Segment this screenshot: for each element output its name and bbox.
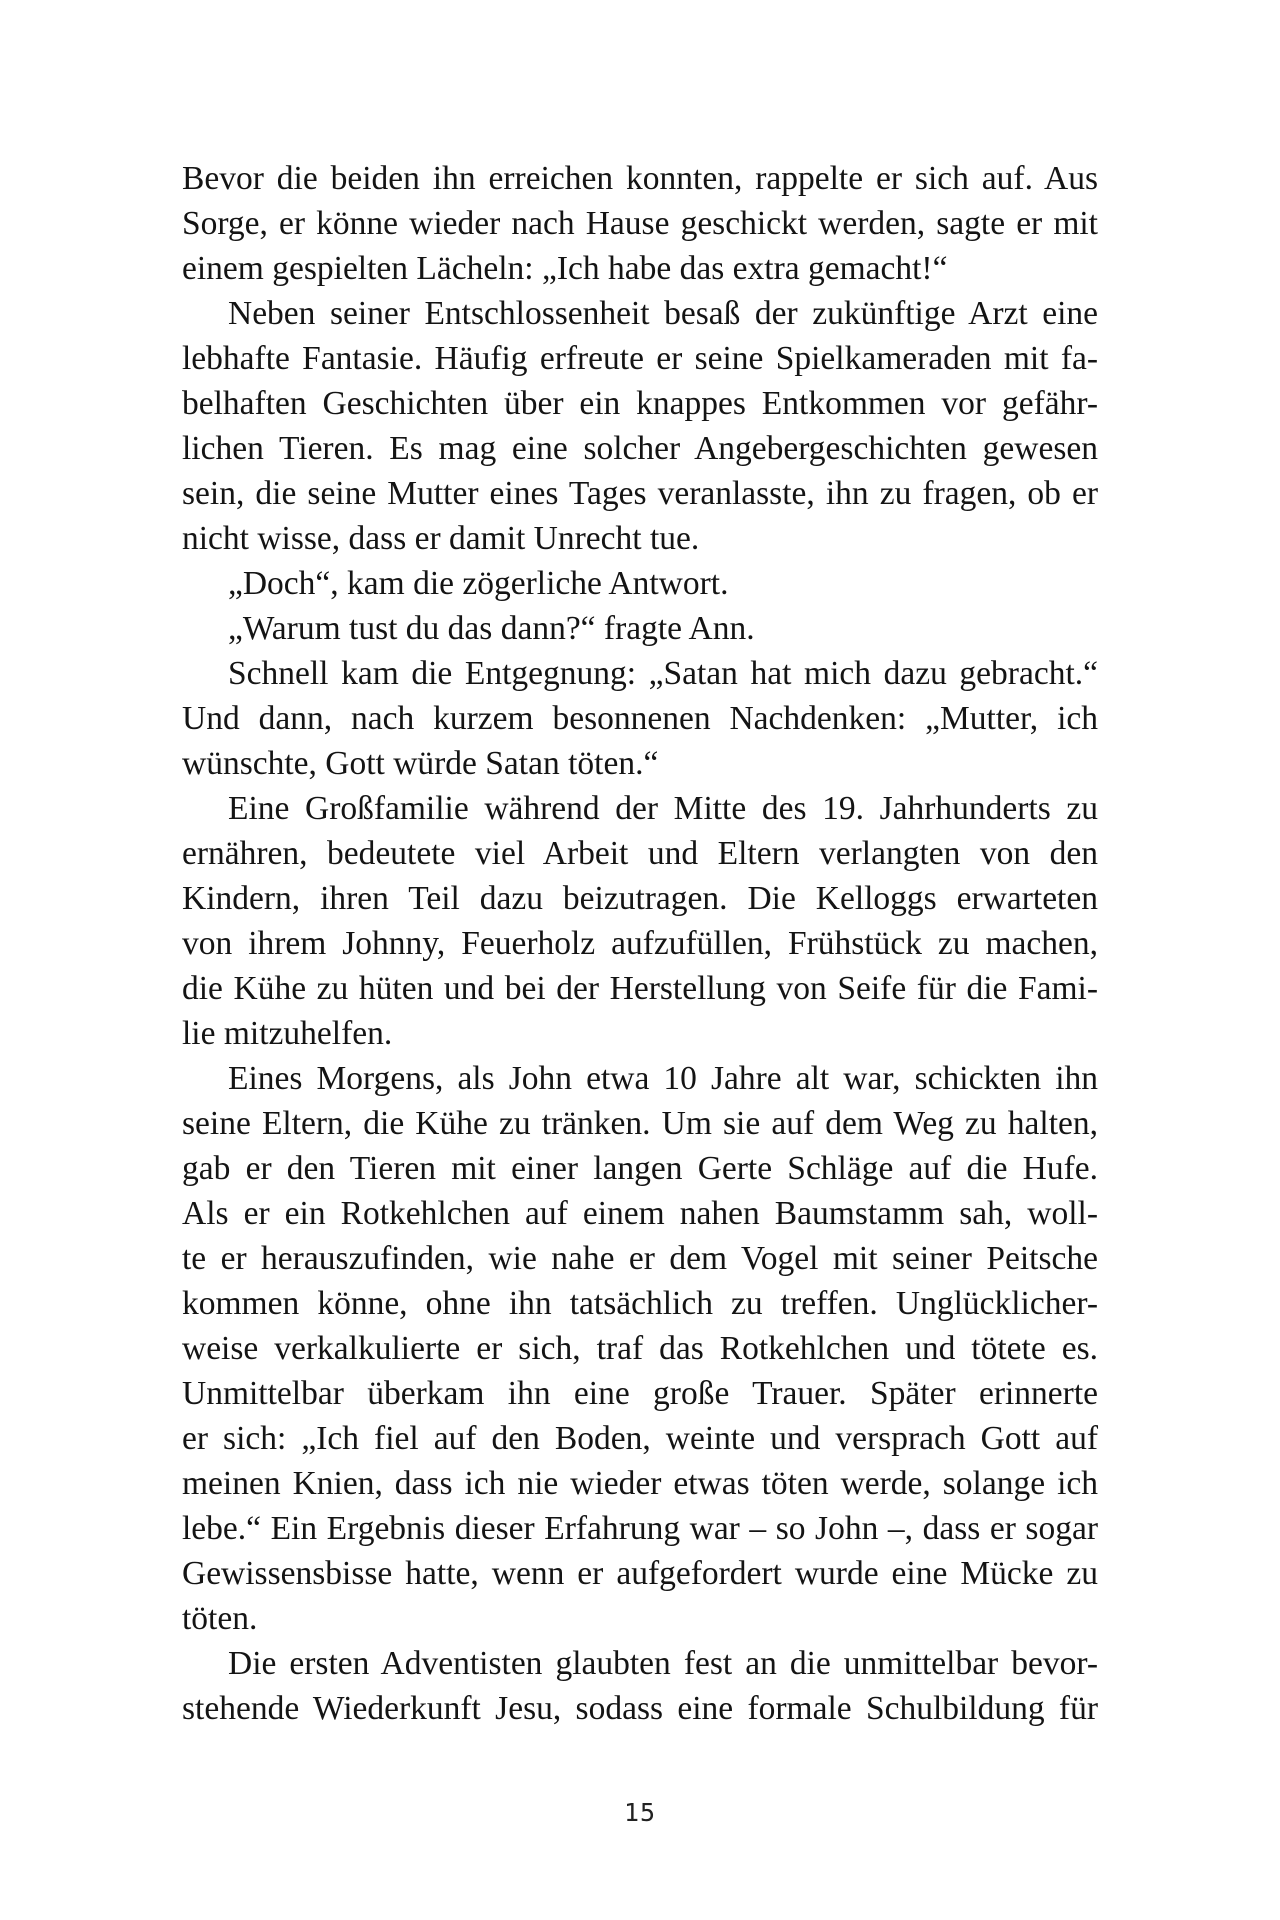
text-line: „Doch“, kam die zögerliche Antwort. (228, 565, 729, 602)
text-line: gab er den Tieren mit einer langen Gerte Schläge auf die Hufe. (182, 1150, 1098, 1187)
text-line: lebe.“ Ein Ergebnis dieser Erfahrung war – so John –, dass er sogar (182, 1510, 1098, 1547)
text-line: nicht wisse, dass er damit Unrecht tue. (182, 520, 700, 557)
text-line: „Warum tust du das dann?“ fragte Ann. (228, 610, 755, 647)
text-line: ernähren, bedeutete viel Arbeit und Eltern verlangten von den (182, 835, 1098, 872)
text-line: kommen könne, ohne ihn tatsächlich zu treffen. Unglücklicher- (182, 1285, 1098, 1322)
text-line: Und dann, nach kurzem besonnenen Nachdenken: „Mutter, ich (182, 700, 1098, 737)
paragraph (182, 291, 1098, 561)
text-line: belhaften Geschichten über ein knappes Entkommen vor gefähr- (182, 385, 1098, 422)
text-line: Schnell kam die Entgegnung: „Satan hat mich dazu gebracht.“ (228, 655, 1098, 692)
text-line: von ihrem Johnny, Feuerholz aufzufüllen, Frühstück zu machen, (182, 925, 1098, 962)
text-line: töten. (182, 1600, 258, 1637)
text-line: Neben seiner Entschlossenheit besaß der zukünftige Arzt eine (228, 295, 1098, 332)
text-line: weise verkalkulierte er sich, traf das Rotkehlchen und tötete es. (182, 1330, 1098, 1367)
paragraph (182, 651, 1098, 786)
text-line: Unmittelbar überkam ihn eine große Trauer. Später erinnerte (182, 1375, 1098, 1412)
text-line: Die ersten Adventisten glaubten fest an die unmittelbar bevor- (228, 1645, 1098, 1682)
text-line: lie mitzuhelfen. (182, 1015, 393, 1052)
text-line: Gewissensbisse hatte, wenn er aufgefordert wurde eine Mücke zu (182, 1555, 1098, 1592)
text-line: Eine Großfamilie während der Mitte des 19. Jahrhunderts zu (228, 790, 1098, 827)
text-line: stehende Wiederkunft Jesu, sodass eine formale Schulbildung für (182, 1690, 1098, 1727)
text-line: Eines Morgens, als John etwa 10 Jahre alt war, schickten ihn (228, 1060, 1098, 1097)
body-text (182, 156, 1098, 1731)
paragraph (182, 606, 1098, 651)
text-line: sein, die seine Mutter eines Tages veranlasste, ihn zu fragen, ob er (182, 475, 1098, 512)
text-line: einem gespielten Lächeln: „Ich habe das extra gemacht!“ (182, 250, 948, 287)
text-line: wünschte, Gott würde Satan töten.“ (182, 745, 659, 782)
page-number: 15 (623, 1798, 657, 1827)
text-line: Kindern, ihren Teil dazu beizutragen. Die Kelloggs erwarteten (182, 880, 1098, 917)
paragraph (182, 1056, 1098, 1641)
paragraph (182, 561, 1098, 606)
text-line: lichen Tieren. Es mag eine solcher Angebergeschichten gewesen (182, 430, 1098, 467)
text-line: te er herauszufinden, wie nahe er dem Vogel mit seiner Peitsche (182, 1240, 1098, 1277)
text-line: die Kühe zu hüten und bei der Herstellung von Seife für die Fami- (182, 970, 1098, 1007)
text-line: meinen Knien, dass ich nie wieder etwas töten werde, solange ich (182, 1465, 1098, 1502)
text-line: Als er ein Rotkehlchen auf einem nahen Baumstamm sah, woll- (182, 1195, 1098, 1232)
text-line: er sich: „Ich fiel auf den Boden, weinte und versprach Gott auf (182, 1420, 1098, 1457)
paragraph (182, 156, 1098, 291)
text-line: Bevor die beiden ihn erreichen konnten, rappelte er sich auf. Aus (182, 160, 1098, 197)
text-line: seine Eltern, die Kühe zu tränken. Um sie auf dem Weg zu halten, (182, 1105, 1098, 1142)
text-line: lebhafte Fantasie. Häufig erfreute er seine Spielkameraden mit fa- (182, 340, 1098, 377)
paragraph (182, 786, 1098, 1056)
text-line: Sorge, er könne wieder nach Hause geschickt werden, sagte er mit (182, 205, 1098, 242)
paragraph (182, 1641, 1098, 1731)
